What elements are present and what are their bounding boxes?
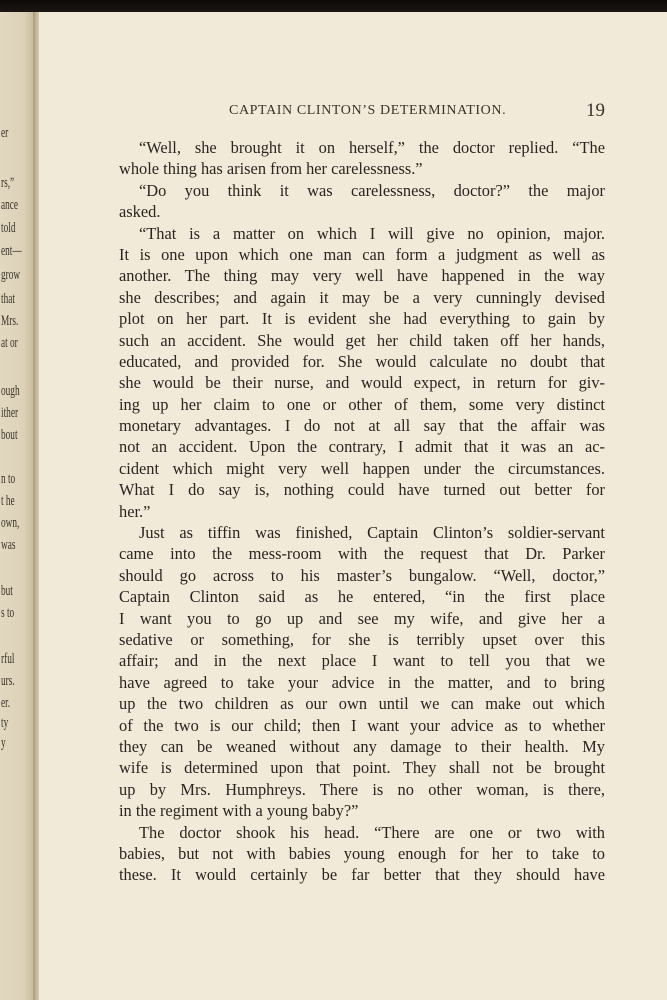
text-line: came into the mess-room with the request that Dr. Parker — [119, 544, 605, 564]
text-line: cident which might very well happen under the circumstances. — [119, 458, 605, 478]
page-number: 19 — [586, 100, 605, 121]
left-page-fragment: er — [1, 125, 9, 141]
text-line: educated, and provided for. She would calculate no doubt that — [119, 351, 605, 371]
left-page-fragment: ent— — [1, 243, 22, 259]
left-page-edge — [0, 12, 34, 1000]
text-line: “Well, she brought it on herself,” the doctor replied. “The — [139, 138, 605, 157]
text-line: whole thing has arisen from her carelessness.” — [119, 159, 423, 179]
page-top-border — [0, 0, 667, 12]
text-line: should go across to his master’s bungalow. “Well, doctor,” — [119, 565, 605, 585]
text-line: babies, but not with babies young enough for her to take to — [119, 843, 605, 863]
text-line: It is one upon which one man can form a judgment as well as — [119, 244, 605, 264]
left-page-fragment: ance — [1, 197, 19, 213]
text-line: What I do say is, nothing could have turned out better for — [119, 480, 605, 500]
left-page-fragment: t he — [1, 493, 15, 509]
running-head — [229, 103, 506, 119]
left-page-fragment: told — [1, 220, 16, 236]
text-line: she describes; and again it may be a very cunningly devised — [119, 287, 605, 307]
left-page-fragment: ty — [1, 715, 9, 731]
text-line: in the regiment with a young baby?” — [119, 801, 359, 821]
left-page-fragment: was — [1, 537, 16, 553]
text-line: plot on her part. It is evident she had everything to gain by — [119, 309, 605, 329]
left-page-fragment: rs,” — [1, 175, 15, 191]
text-line: up the two children as our own until we can make out which — [119, 694, 605, 714]
text-line: asked. — [119, 202, 161, 222]
text-line: sedative or something, for she is terribly upset over this — [119, 629, 605, 649]
text-line: they can be weaned without any damage to their health. My — [119, 736, 605, 756]
text-line: wife is determined upon that point. They shall not be brought — [119, 758, 605, 778]
running-head-text: CAPTAIN CLINTON’S DETERMINATION. — [229, 103, 507, 118]
text-line: affair; and in the next place I want to tell you that we — [119, 651, 605, 671]
left-page-fragment: s to — [1, 605, 15, 621]
left-page-fragment: y — [1, 735, 6, 751]
left-page-fragment: own, — [1, 515, 20, 531]
text-line: I want you to go up and see my wife, and give her a — [119, 608, 605, 628]
left-page-fragment: n to — [1, 471, 16, 487]
text-line: monetary advantages. I do not at all say that the affair was — [119, 416, 605, 436]
text-line: of the two is our child; then I want your advice as to whether — [119, 715, 605, 735]
text-line: Captain Clinton said as he entered, “in the first place — [119, 587, 605, 607]
text-line: she would be their nurse, and would expect, in return for giv- — [119, 373, 605, 393]
left-page-fragment: but — [1, 583, 13, 599]
left-page-fragment: bout — [1, 427, 18, 443]
left-page-fragment: ough — [1, 383, 20, 399]
body-text — [119, 137, 605, 886]
text-line: Just as tiffin was finished, Captain Clinton’s soldier-servant — [139, 523, 605, 543]
text-line: her.” — [119, 501, 151, 521]
text-line: not an accident. Upon the contrary, I admit that it was an ac- — [119, 437, 605, 457]
text-line: such an accident. She would get her child taken off her hands, — [119, 330, 605, 350]
text-line: up by Mrs. Humphreys. There is no other woman, is there, — [119, 779, 605, 799]
text-line: ing up her claim to one or other of them, some very distinct — [119, 394, 605, 414]
text-line: “That is a matter on which I will give no opinion, major. — [139, 223, 605, 243]
left-page-fragment: at or — [1, 335, 18, 351]
left-page-fragment: ither — [1, 405, 19, 421]
left-page-fragment: er. — [1, 695, 11, 711]
left-page-fragment: rful — [1, 651, 15, 667]
text-line: another. The thing may very well have happened in the way — [119, 266, 605, 286]
left-page-fragment: that — [1, 291, 15, 307]
text-line: The doctor shook his head. “There are one or two with — [139, 822, 605, 842]
left-page-fragment: Mrs. — [1, 313, 19, 329]
text-line: “Do you think it was carelessness, doctor?” the major — [139, 180, 605, 200]
text-line: have agreed to take your advice in the matter, and to bring — [119, 672, 605, 692]
left-page-fragment: grow — [1, 267, 21, 283]
text-line: these. It would certainly be far better that they should have — [119, 865, 605, 885]
left-page-fragment: urs. — [1, 673, 15, 689]
